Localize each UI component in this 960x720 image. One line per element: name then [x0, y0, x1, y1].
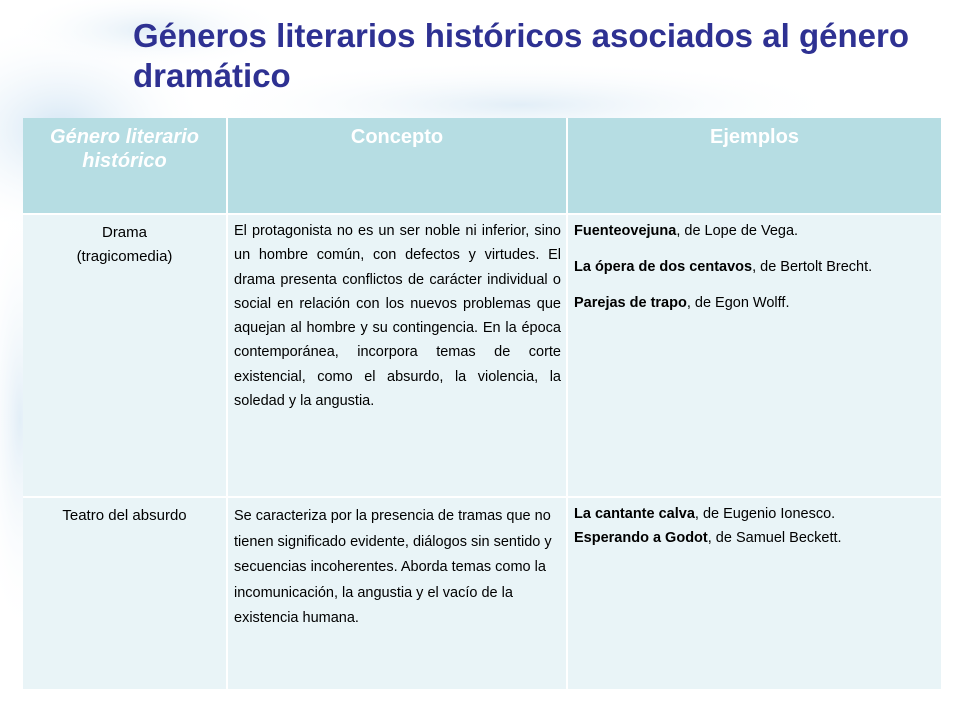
work-title: Fuenteovejuna [574, 223, 677, 239]
work-title: La ópera de dos centavos [574, 259, 753, 275]
work-author: , de Bertolt Brecht. [752, 259, 873, 275]
example-item [574, 502, 937, 526]
examples-cell [567, 497, 941, 690]
header-concept: Concepto [227, 118, 567, 214]
work-author: , de Lope de Vega. [676, 223, 799, 239]
header-examples: Ejemplos [567, 118, 941, 214]
header-genre: Género literario histórico [23, 118, 227, 214]
concept-cell: El protagonista no es un ser noble ni inferior, sino un hombre común, con defectos y virtudes. El drama presenta conflictos de carácter individual o social en relación con los nuevos problemas que aquejan al hombre y su contingencia. En la época contemporánea, incorpora temas de corte existencial, como el absurdo, la violencia, la soledad y la angustia. [227, 214, 567, 497]
work-author: , de Samuel Beckett. [707, 530, 842, 546]
work-author: , de Eugenio Ionesco. [694, 506, 836, 522]
example-item [574, 219, 937, 243]
genres-table [23, 118, 941, 691]
work-title: Esperando a Godot [574, 530, 708, 546]
example-item [574, 255, 937, 279]
genre-subtitle: (tragicomedia) [76, 248, 173, 265]
concept-cell: Se caracteriza por la presencia de tramas que no tienen significado evidente, diálogos sin sentido y secuencias incoherentes. Aborda temas como la incomunicación, la angustia y el vacío de la existencia humana. [227, 497, 567, 690]
example-item [574, 526, 937, 550]
table-row [23, 497, 941, 690]
work-author: , de Egon Wolff. [686, 295, 790, 311]
table-header-row [23, 118, 941, 214]
table-row [23, 214, 941, 497]
genre-cell [23, 214, 227, 497]
example-item [574, 291, 937, 315]
genre-cell [23, 497, 227, 690]
genre-name: Teatro del absurdo [62, 507, 187, 524]
slide-title: Géneros literarios históricos asociados al género dramático [133, 17, 909, 94]
work-title: Parejas de trapo [574, 295, 687, 311]
work-title: La cantante calva [574, 506, 695, 522]
examples-cell [567, 214, 941, 497]
genre-name: Drama [101, 224, 147, 241]
